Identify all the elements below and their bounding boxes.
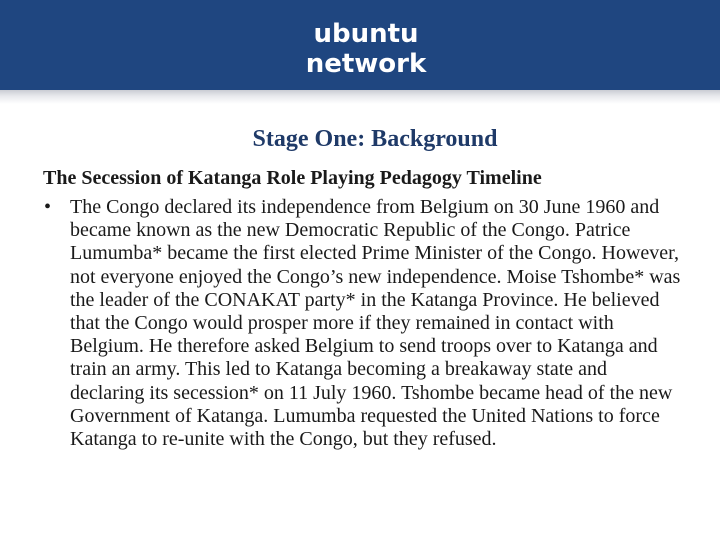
header-shadow [0,90,720,104]
header-band [0,0,720,90]
slide-title: Stage One: Background [252,126,498,152]
bullet-list [43,196,683,451]
bullet-item [43,196,683,451]
ubuntu-network-logo [296,14,436,76]
bullet-text: The Congo declared its independence from Belgium on 30 June 1960 and became known as the new Democratic Republic of the Congo. Patrice Lumumba* became the first elected Prime Minister of the Congo. However, not everyone enjoyed the Congo’s new independence. Moise Tshombe* was the leader of the CONAKAT party* in the Katanga Province. He believed that the Congo would prosper more if they remained in contact with Belgium. He therefore asked Belgium to send troops over to Katanga and train an army. This led to Katanga becoming a breakaway state and declaring its secession* on 11 July 1960. Tshombe became head of the new Government of Katanga. Lumumba requested the United Nations to force Katanga to re-unite with the Congo, but they refused. [70,196,681,451]
logo-line-2: network [305,49,427,76]
bullet-marker: • [44,196,52,218]
logo-line-1: ubuntu [313,19,419,49]
timeline-heading: The Secession of Katanga Role Playing Pedagogy Timeline [43,167,542,189]
